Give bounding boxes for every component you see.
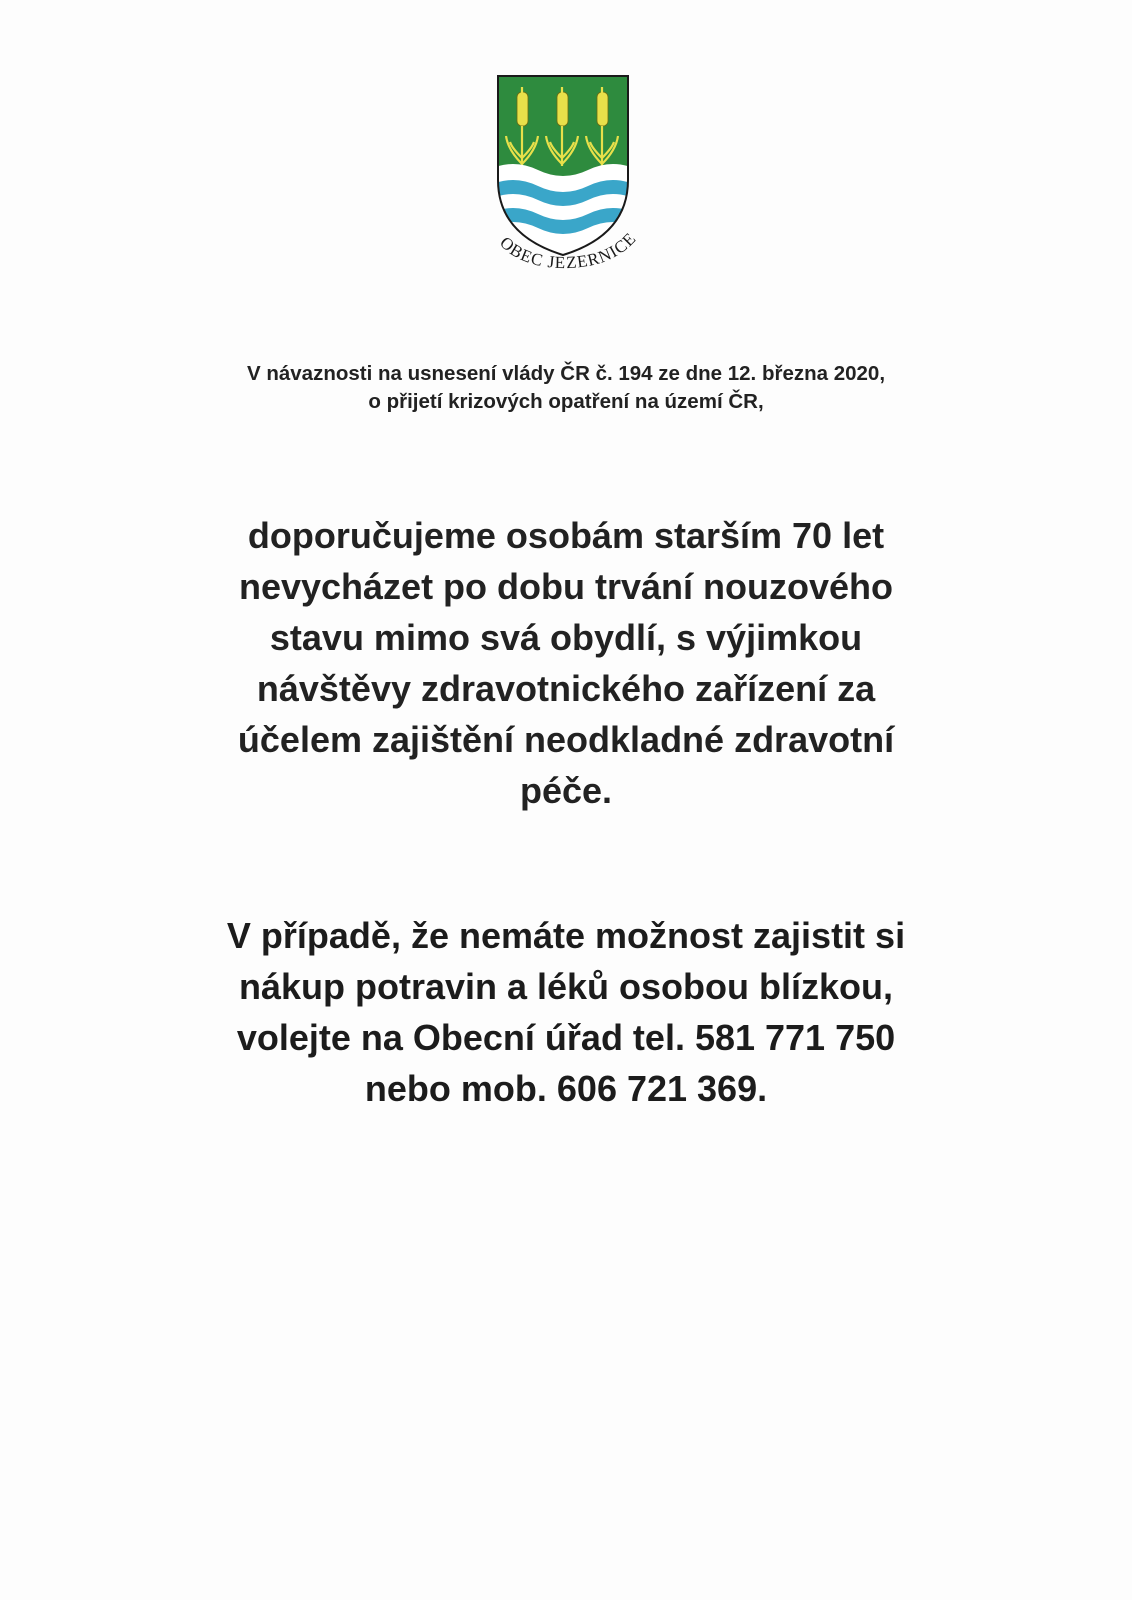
contact-line-phone: volejte na Obecní úřad tel. 581 771 750 [236, 1017, 896, 1058]
intro-line: o přijetí krizových opatření na území ČR, [368, 390, 764, 413]
recommendation-line: doporučujeme osobám starším 70 let [247, 515, 885, 556]
recommendation-line: nevycházet po dobu trvání nouzového [238, 566, 894, 607]
contact-paragraph [0, 910, 1132, 1114]
svg-text:OBEC JEZERNICE: OBEC JEZERNICE [496, 228, 640, 273]
recommendation-line: návštěvy zdravotnického zařízení za [256, 668, 876, 709]
contact-line: V případě, že nemáte možnost zajistit si [226, 915, 906, 956]
coat-of-arms-icon [468, 70, 668, 280]
recommendation-paragraph [0, 510, 1132, 816]
coat-of-arms-emblem [468, 70, 668, 280]
intro-line: V návaznosti na usnesení vlády ČR č. 194 ze dne 12. března 2020, [246, 362, 886, 385]
recommendation-line: stavu mimo svá obydlí, s výjimkou [269, 617, 863, 658]
recommendation-line: účelem zajištění neodkladné zdravotní [237, 719, 895, 760]
contact-line: nákup potravin a léků osobou blízkou, [238, 966, 894, 1007]
intro-paragraph [0, 360, 1132, 416]
recommendation-line: péče. [519, 770, 613, 811]
contact-line-mobile: nebo mob. 606 721 369. [364, 1068, 768, 1109]
